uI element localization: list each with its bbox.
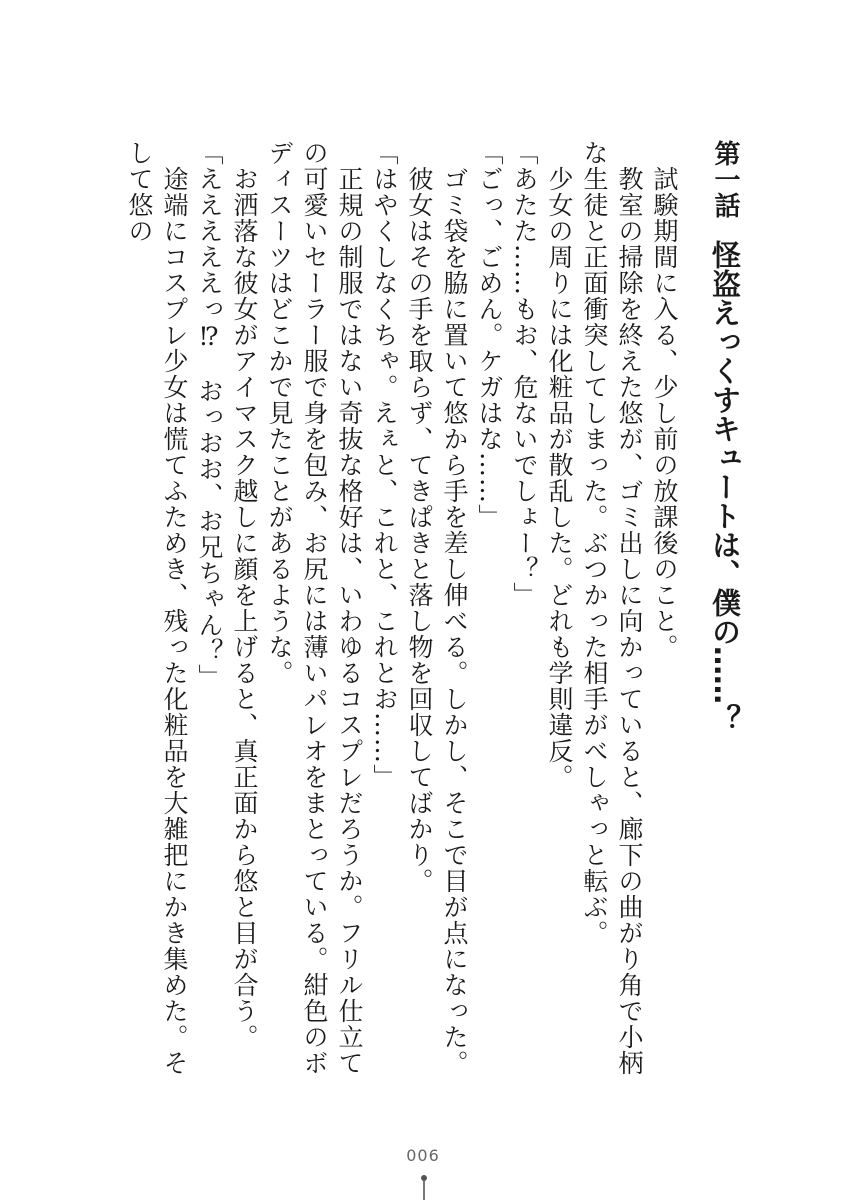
dialogue-line: 「ごっ、ごめん。ケガはな……」 (475, 140, 504, 530)
page-number: 006 (406, 1146, 440, 1165)
page-marker-line (423, 1181, 425, 1200)
chapter-number: 第一話 (710, 140, 740, 218)
paragraph: 試験期間に入る、少し前の放課後のこと。 (650, 140, 679, 660)
paragraph: 正規の制服ではない奇抜な格好は、いわゆるコスプレだろうか。フリル仕立ての可愛いセーラー服で身を包み、お尻には薄いパレオをまとっている。紺色のボディスーツはどこかで見たことがあるような。 (265, 140, 364, 1076)
chapter-heading (702, 140, 748, 1100)
paragraph: 教室の掃除を終えた悠が、ゴミ出しに向かっていると、廊下の曲がり角で小柄な生徒と正面衝突してしまった。ぶつかった相手がべしゃっと転ぶ。 (580, 140, 644, 1076)
paragraph: 途端にコスプレ少女は慌てふためき、残った化粧品を大雑把にかき集めた。そして悠の (125, 140, 189, 1076)
dialogue-line: 「あたた……もお、危ないでしょー？」 (510, 140, 539, 608)
vertical-text-block (122, 140, 748, 1100)
chapter-title: 怪盗えっくすキュートは、僕の……？ (708, 240, 742, 733)
paragraph: 少女の周りには化粧品が散乱した。どれも学則違反。 (545, 140, 574, 790)
paragraph: ゴミ袋を脇に置いて悠から手を差し伸べる。しかし、そこで目が点になった。 (440, 140, 469, 1076)
dialogue-line: 「はやくしなくちゃ。えぇと、これと、これとお……」 (370, 140, 399, 790)
paragraph: 彼女はその手を取らず、てきぱきと落し物を回収してばかり。 (405, 140, 434, 894)
paragraph: お洒落な彼女がアイマスク越しに顔を上げると、真正面から悠と目が合う。 (230, 140, 259, 1050)
dialogue-line: 「えええええっ⁉ おっおお、お兄ちゃん？」 (195, 140, 224, 690)
